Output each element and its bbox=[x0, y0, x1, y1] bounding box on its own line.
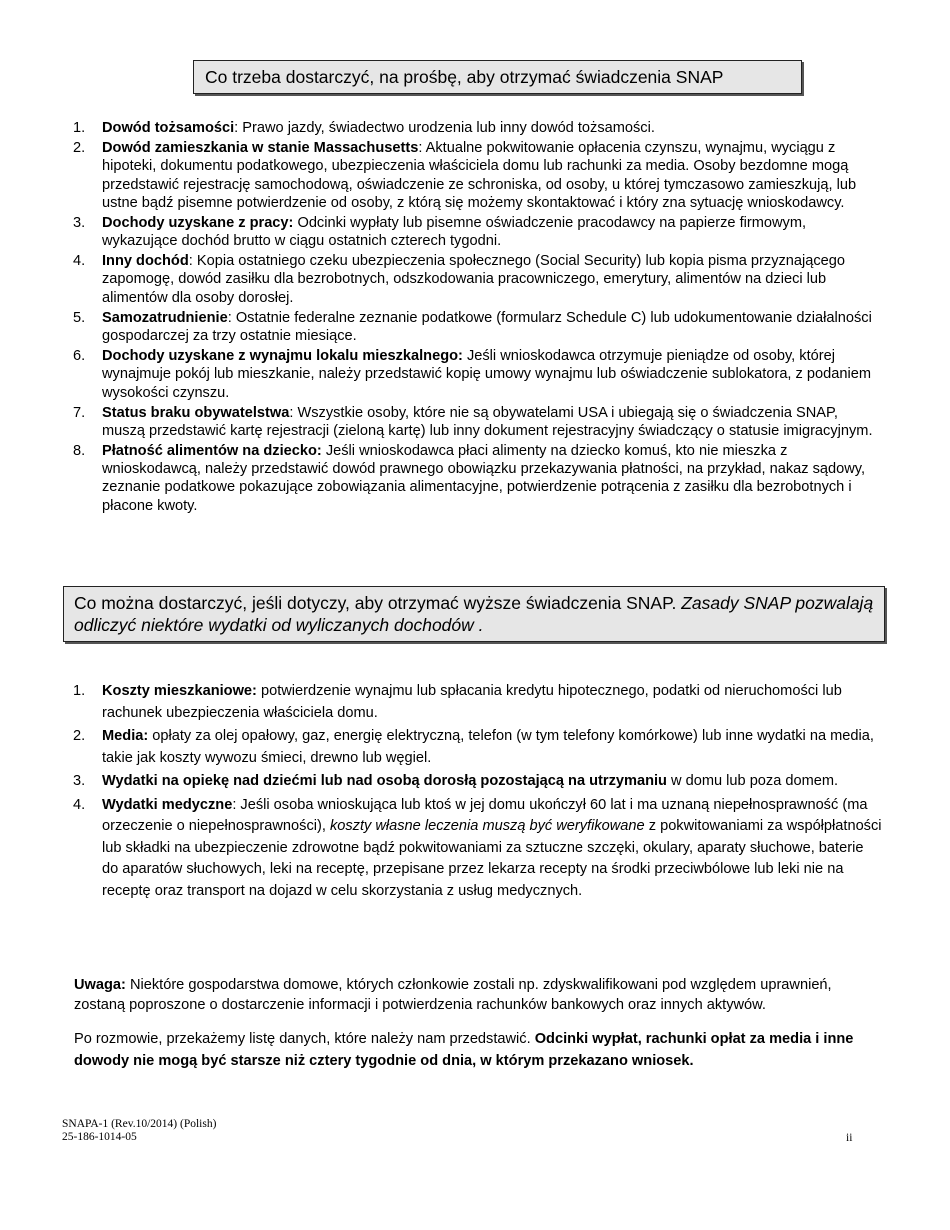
list-item: 4. Inny dochód: Kopia ostatniego czeku ubezpieczenia społecznego (Social Security) lub kopia pisma przyznającego zapomogę, dowód zasiłku dla bezrobotnych, odszkodowania pracowniczego, emerytury, alimentów na dzieci lub alimentów dla osoby dorosłej. bbox=[73, 253, 846, 306]
item-title: Inny dochód bbox=[102, 253, 189, 270]
section2-heading-box bbox=[63, 586, 885, 642]
item-italic: koszty własne leczenia muszą być weryfikowane bbox=[329, 818, 645, 834]
note-text: Niektóre gospodarstwa domowe, których członkowie zostali np. zdyskwalifikowani pod względem uprawnień, zostaną poproszone o dostarczenie informacji i potwierdzenia rachunków bankowych oraz innych aktywów. bbox=[74, 977, 832, 1013]
item-title: Wydatki na opiekę nad dziećmi lub nad osobą dorosłą pozostającą na utrzymaniu bbox=[102, 773, 667, 789]
item-text: Wszystkie osoby, które nie są obywatelami USA i ubiegają się o świadczenia SNAP, muszą przedstawić kartę rejestracji (zieloną kartę) lub inny dokument rejestracyjny świadczący o statusie imigracyjnym. bbox=[102, 404, 873, 439]
required-documents-list bbox=[0, 119, 882, 517]
section1-heading-box bbox=[193, 60, 802, 94]
item-title: Koszty mieszkaniowe: bbox=[102, 683, 257, 699]
item-text: opłaty za olej opałowy, gaz, energię elektryczną, telefon (w tym telefony komórkowe) lub inne wydatki na media, takie jak koszty wywozu śmieci, drewno lub węgiel. bbox=[102, 728, 874, 766]
item-text: potwierdzenie wynajmu lub spłacania kredytu hipotecznego, podatki od nieruchomości lub rachunek ubezpieczenia właściciela domu. bbox=[102, 683, 842, 721]
list-item: 5. Samozatrudnienie: Ostatnie federalne zeznanie podatkowe (formularz Schedule C) lub udokumentowanie działalności gospodarczej za trzy ostatnie miesiące. bbox=[73, 309, 872, 345]
page-number: ii bbox=[846, 1132, 853, 1144]
form-id: SNAPA-1 (Rev.10/2014) (Polish) bbox=[62, 1118, 217, 1130]
item-title: Status braku obywatelstwa bbox=[102, 404, 290, 421]
list-item: 7. Status braku obywatelstwa: Wszystkie osoby, które nie są obywatelami USA i ubiegają się o świadczenia SNAP, muszą przedstawić kartę rejestracji (zieloną kartę) lub inny dokument rejestracyjny świadczący o statusie imigracyjnym. bbox=[73, 404, 873, 439]
item-text: Kopia ostatniego czeku ubezpieczenia społecznego (Social Security) lub kopia pisma przyznającego zapomogę, dowód zasiłku dla bezrobotnych, odszkodowania pracowniczego, emerytury, alimentów na dzieci lub alimentów dla osoby dorosłej. bbox=[102, 253, 846, 306]
section2-heading: Co można dostarczyć, jeśli dotyczy, aby otrzymać wyższe świadczenia SNAP. bbox=[74, 593, 677, 613]
closing-text: Po rozmowie, przekażemy listę danych, które należy nam przedstawić. bbox=[74, 1031, 535, 1047]
optional-expenses-list bbox=[0, 681, 882, 904]
closing-bold: Odcinki wypłat, rachunki opłat za media i inne dowody nie mogą być starsze niż cztery tygodnie od dnia, w którym przekazano wniosek. bbox=[74, 1031, 854, 1069]
item-text: : Jeśli osoba wnioskująca lub ktoś w jej domu ukończył 60 lat i ma uznaną niepełnosprawność (ma orzeczenie o niepełnosprawności), bbox=[102, 796, 868, 834]
item-title: Dochody uzyskane z wynajmu lokalu mieszkalnego: bbox=[102, 348, 463, 364]
item-title: Wydatki medyczne bbox=[102, 796, 233, 813]
list-item: 1. Koszty mieszkaniowe: potwierdzenie wynajmu lub spłacania kredytu hipotecznego, podatki od nieruchomości lub rachunek ubezpieczenia właściciela domu. bbox=[73, 683, 842, 721]
list-item: 2. Dowód zamieszkania w stanie Massachusetts: Aktualne pokwitowanie opłacenia czynszu, wynajmu, wyciągu z hipoteki, dokumentu podatkowego, ubezpieczenia właściciela domu lub rachunki za media. Osoby bezdomne mogą przedstawić rejestrację samochodową, oświadczenie ze schroniska, od osoby, u której tymczasowo zamieszkują, lub ustne bądź pisemne potwierdzenie od osoby, z którą się możemy skontaktować i który zna sytuację wnioskodawcy. bbox=[73, 139, 857, 211]
footer-form-info bbox=[62, 1118, 216, 1144]
item-title: Dowód tożsamości bbox=[102, 120, 235, 136]
item-text: Ostatnie federalne zeznanie podatkowe (formularz Schedule C) lub udokumentowanie działalności gospodarczej za trzy ostatnie miesiące. bbox=[102, 309, 872, 345]
item-title: Dowód zamieszkania w stanie Massachusetts bbox=[102, 139, 419, 156]
form-code: 25-186-1014-05 bbox=[62, 1131, 137, 1143]
item-text: Jeśli wnioskodawca otrzymuje pieniądze od osoby, której wynajmuje pokój lub mieszkanie, należy przedstawić kopię umowy wynajmu lub oświadczenie sublokatora, z podaniem wysokości czynszu. bbox=[102, 348, 871, 401]
note-paragraph bbox=[74, 976, 886, 1015]
list-item: 2. Media: opłaty za olej opałowy, gaz, energię elektryczną, telefon (w tym telefony komórkowe) lub inne wydatki na media, takie jak koszty wywozu śmieci, drewno lub węgiel. bbox=[73, 728, 874, 766]
item-text: Jeśli wnioskodawca płaci alimenty na dziecko komuś, kto nie mieszka z wnioskodawcą, należy przedstawić dowód prawnego obowiązku przekazywania płatności, na przykład, nakaz sądowy, zeznanie podatkowe pokazujące zobowiązania alimentacyjne, potwierdzenie potrącenia z zasiłku dla bezrobotnych i płacone kwoty. bbox=[102, 442, 866, 514]
list-item: 4. Wydatki medyczne: Jeśli osoba wnioskująca lub ktoś w jej domu ukończył 60 lat i ma uznaną niepełnosprawność (ma orzeczenie o niepełnosprawności), koszty własne leczenia muszą być weryfikowane z pokwitowaniami za współpłatności lub składki na ubezpieczenie zdrowotne bądź pokwitowaniami za sztuczne szczęki, okulary, aparaty słuchowe, baterie do aparatów słuchowych, leki na receptę, przepisane przez lekarza recepty na środki przeciwbólowe lub leki nie na receptę oraz transport na dojazd w celu skorzystania z usług medycznych. bbox=[73, 796, 882, 899]
section2-heading-italic: Zasady SNAP pozwalają odliczyć niektóre wydatki od wyliczanych dochodów . bbox=[74, 593, 874, 635]
item-text: Odcinki wypłaty lub pisemne oświadczenie pracodawcy na papierze firmowym, wykazujące dochód brutto w ciągu ostatnich czterech tygodni. bbox=[102, 214, 807, 250]
list-item: 3. Dochody uzyskane z pracy: Odcinki wypłaty lub pisemne oświadczenie pracodawcy na papierze firmowym, wykazujące dochód brutto w ciągu ostatnich czterech tygodni. bbox=[73, 214, 807, 250]
closing-paragraph bbox=[74, 1029, 886, 1072]
note-label: Uwaga: bbox=[74, 977, 126, 993]
list-item: 8. Płatność alimentów na dziecko: Jeśli wnioskodawca płaci alimenty na dziecko komuś, kto nie mieszka z wnioskodawcą, należy przedstawić dowód prawnego obowiązku przekazywania płatności, na przykład, nakaz sądowy, zeznanie podatkowe pokazujące zobowiązania alimentacyjne, potwierdzenie potrącenia z zasiłku dla bezrobotnych i płacone kwoty. bbox=[73, 442, 866, 514]
list-item: 1. Dowód tożsamości: Prawo jazdy, świadectwo urodzenia lub inny dowód tożsamości. bbox=[73, 120, 655, 136]
item-title: Media: bbox=[102, 728, 149, 744]
list-item: 6. Dochody uzyskane z wynajmu lokalu mieszkalnego: Jeśli wnioskodawca otrzymuje pieniądze od osoby, której wynajmuje pokój lub mieszkanie, należy przedstawić kopię umowy wynajmu lub oświadczenie sublokatora, z podaniem wysokości czynszu. bbox=[73, 348, 871, 401]
item-text: Prawo jazdy, świadectwo urodzenia lub inny dowód tożsamości. bbox=[242, 120, 655, 136]
item-text: w domu lub poza domem. bbox=[666, 773, 839, 789]
item-title: Dochody uzyskane z pracy: bbox=[102, 214, 294, 231]
list-item: 3. Wydatki na opiekę nad dziećmi lub nad osobą dorosłą pozostającą na utrzymaniu w domu lub poza domem. bbox=[73, 773, 839, 789]
item-title: Samozatrudnienie bbox=[102, 309, 228, 326]
item-title: Płatność alimentów na dziecko: bbox=[102, 442, 322, 459]
item-text: Aktualne pokwitowanie opłacenia czynszu, wynajmu, wyciągu z hipoteki, dokumentu podatkowego, ubezpieczenia właściciela domu lub rachunki za media. Osoby bezdomne mogą przedstawić rejestrację samochodową, oświadczenie ze schroniska, od osoby, u której tymczasowo zamieszkują, lub ustne bądź pisemne potwierdzenie od osoby, z którą się możemy skontaktować i który zna sytuację wnioskodawcy. bbox=[102, 139, 857, 211]
item-text-2: z pokwitowaniami za współpłatności lub składki na ubezpieczenie zdrowotne bądź pokwitowaniami za sztuczne szczęki, okulary, aparaty słuchowe, baterie do aparatów słuchowych, leki na receptę, przepisane przez lekarza recepty na środki przeciwbólowe lub leki nie na receptę oraz transport na dojazd w celu skorzystania z usług medycznych. bbox=[102, 818, 882, 899]
section1-heading: Co trzeba dostarczyć, na prośbę, aby otrzymać świadczenia SNAP bbox=[205, 67, 724, 87]
